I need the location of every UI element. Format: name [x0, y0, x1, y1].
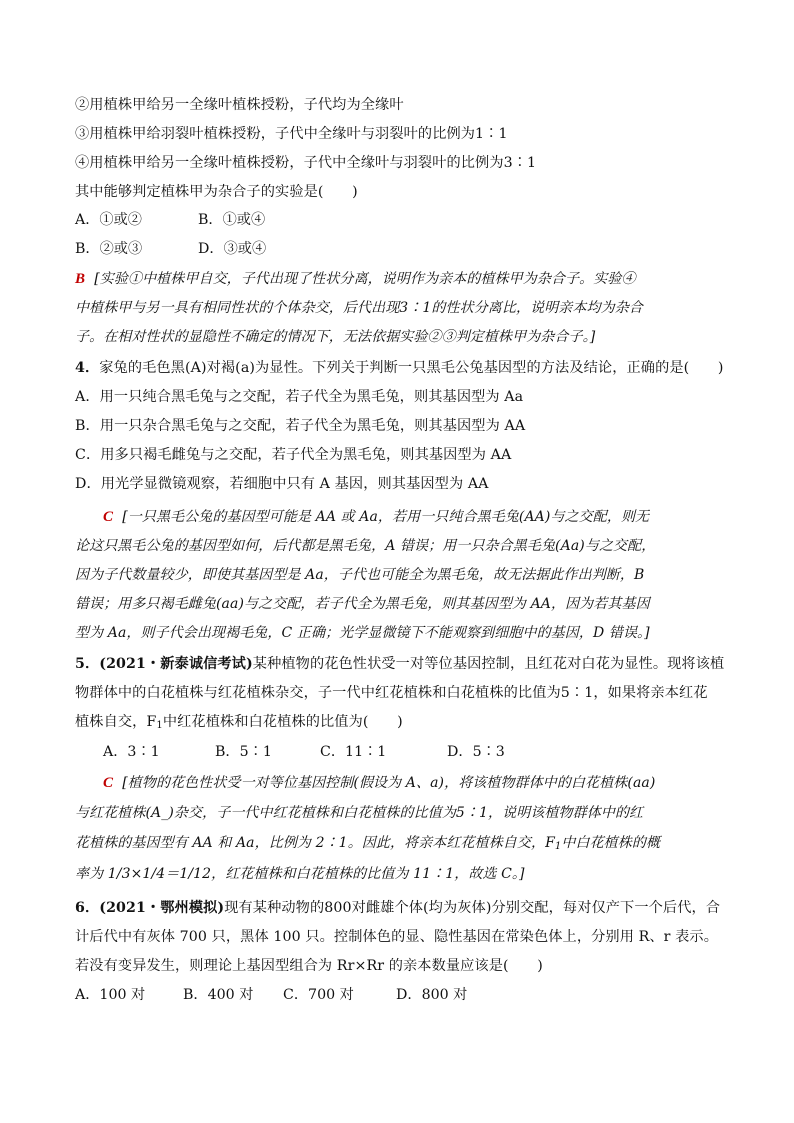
- question-number: 6．(2021・鄂州模拟): [75, 900, 225, 916]
- text-line: ③用植株甲给羽裂叶植株授粉，子代中全缘叶与羽裂叶的比例为1∶1: [75, 126, 508, 142]
- question-prompt: 其中能够判定植株甲为杂合子的实验是( ): [75, 184, 358, 200]
- option-c: C．11∶1: [320, 744, 387, 760]
- explanation-line: 型为 Aa，则子代会出现褐毛兔，C 正确；光学显微镜下不能观察到细胞中的基因，D 错误。]: [75, 625, 650, 641]
- explanation-text: [植物的花色性状受一对等位基因控制(假设为 A、a)，将该植物群体中的白花植株(aa): [122, 775, 656, 791]
- explanation-line: 率为 1/3×1/4＝1/12，红花植株和白花植株的比值为 11∶1，故选 C。]: [75, 866, 525, 882]
- explanation-line: 子。在相对性状的显隐性不确定的情况下，无法依据实验②③判定植株甲为杂合子。]: [75, 329, 596, 345]
- text-line: ②用植株甲给另一全缘叶植株授粉，子代均为全缘叶: [75, 97, 404, 113]
- option-b: B．400 对: [183, 987, 254, 1003]
- option-c: C．700 对: [283, 987, 354, 1003]
- question-number: 5．(2021・新泰诚信考试): [75, 656, 253, 672]
- option-d: D．5∶3: [447, 744, 505, 760]
- explanation-line: [103, 507, 649, 527]
- text-span: 中白花植株的概: [561, 835, 661, 851]
- explanation-text: [一只黑毛公兔的基因型可能是 AA 或 Aa，若用一只纯合黑毛兔(AA)与之交配，则无: [122, 509, 650, 525]
- option-d: D．用光学显微镜观察，若细胞中只有 A 基因，则其基因型为 AA: [75, 476, 489, 492]
- option-c: B．②或③: [75, 241, 143, 257]
- explanation-line: [75, 833, 660, 857]
- explanation-line: 论这只黑毛公兔的基因型如何，后代都是黑毛兔，A 错误；用一只杂合黑毛兔(Aa)与之交配，: [75, 538, 656, 554]
- text-span: 植株自交，F: [75, 714, 157, 730]
- explanation-text: [实验①中植株甲自交，子代出现了性状分离，说明作为亲本的植株甲为杂合子。实验④: [94, 271, 636, 287]
- option-b: B．①或④: [198, 212, 266, 228]
- question-5-stem: [75, 654, 724, 674]
- option-c: C．用多只褐毛雌兔与之交配，若子代全为黑毛兔，则其基因型为 AA: [75, 447, 512, 463]
- text-span: 中红花植株和白花植株的比值为( ): [162, 714, 403, 730]
- option-b: B．5∶1: [215, 744, 272, 760]
- subscript: 1: [156, 720, 163, 731]
- explanation-line: [75, 269, 636, 289]
- option-a: A．①或②: [75, 212, 142, 228]
- question-text: 某种植物的花色性状受一对等位基因控制，且红花对白花为显性。现将该植: [252, 656, 725, 672]
- text-span: 花植株的基因型有 AA 和 Aa，比例为 2∶1。因此，将亲本红花植株自交，F: [75, 835, 555, 851]
- question-text: 家兔的毛色黑(A)对褐(a)为显性。下列关于判断一只黑毛公兔基因型的方法及结论，正确的是( ): [99, 360, 724, 376]
- option-a: A．3∶1: [103, 744, 160, 760]
- answer-letter: C: [103, 509, 114, 525]
- question-number: 4．: [75, 360, 100, 376]
- answer-letter: B: [75, 271, 86, 287]
- subscript: 1: [554, 841, 562, 852]
- option-a: A．100 对: [75, 987, 146, 1003]
- explanation-line: [103, 773, 655, 793]
- text-line: 物群体中的白花植株与红花植株杂交，子一代中红花植株和白花植株的比值为5∶1，如果将亲本红花: [75, 685, 708, 701]
- question-6-stem: [75, 898, 720, 918]
- text-line: 计后代中有灰体 700 只，黑体 100 只。控制体色的显、隐性基因在常染色体上，分别用 R、r 表示。: [75, 929, 719, 945]
- option-d: D．③或④: [198, 241, 267, 257]
- explanation-line: 错误；用多只褐毛雌兔(aa)与之交配，若子代全为黑毛兔，则其基因型为 AA，因为若其基因: [75, 596, 650, 612]
- answer-letter: C: [103, 775, 114, 791]
- explanation-line: 中植株甲与另一具有相同性状的个体杂交，后代出现3∶1的性状分离比，说明亲本均为杂合: [75, 300, 643, 316]
- explanation-line: 因为子代数量较少，即使其基因型是 Aa，子代也可能全为黑毛兔，故无法据此作出判断，B: [75, 567, 645, 583]
- text-line: [75, 712, 403, 736]
- option-b: B．用一只杂合黑毛兔与之交配，若子代全为黑毛兔，则其基因型为 AA: [75, 418, 526, 434]
- option-a: A．用一只纯合黑毛兔与之交配，若子代全为黑毛兔，则其基因型为 Aa: [75, 389, 524, 405]
- text-line: ④用植株甲给另一全缘叶植株授粉，子代中全缘叶与羽裂叶的比例为3∶1: [75, 155, 537, 171]
- option-d: D．800 对: [396, 987, 468, 1003]
- explanation-line: 与红花植株(A_)杂交，子一代中红花植株和白花植株的比值为5∶1，说明该植物群体中的红: [75, 805, 644, 821]
- text-line: 若没有变异发生，则理论上基因型组合为 Rr×Rr 的亲本数量应该是( ): [75, 958, 543, 974]
- question-4-stem: [75, 358, 723, 378]
- question-text: 现有某种动物的800对雌雄个体(均为灰体)分别交配，每对仅产下一个后代，合: [224, 900, 721, 916]
